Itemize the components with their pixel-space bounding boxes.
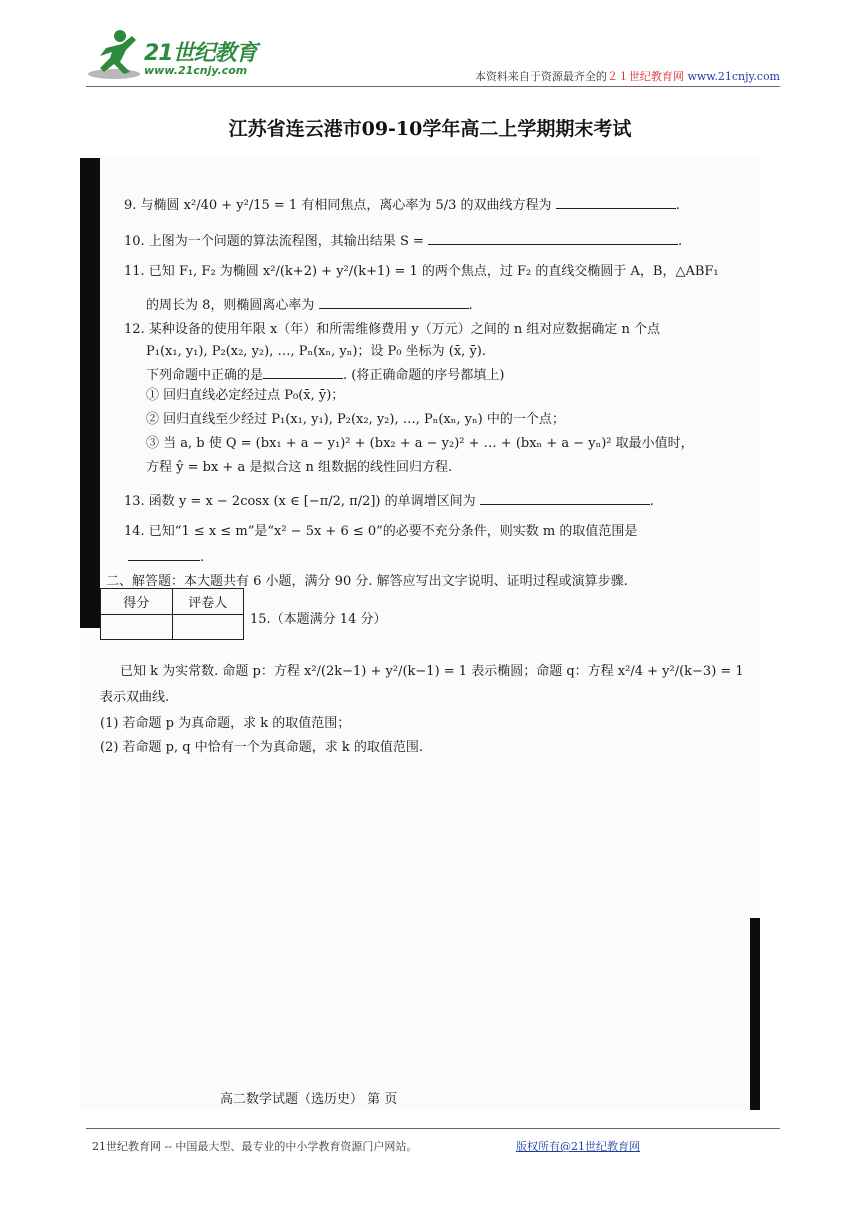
question-9: 9. 与椭圆 x²/40 + y²/15 = 1 有相同焦点，离心率为 5/3 的双曲线方程为 . [124, 194, 680, 216]
page-header [86, 26, 780, 86]
question-12-option-3: ③ 当 a, b 使 Q = (bx₁ + a − y₁)² + (bx₂ + a − y₂)² + … + (bxₙ + a − yₙ)² 取最小值时， [146, 436, 694, 451]
score-table [100, 588, 244, 640]
logo-text: 21世纪教育 [144, 41, 257, 66]
question-11: 11. 已知 F₁, F₂ 为椭圆 x²/(k+2) + y²/(k+1) = 1 的两个焦点，过 F₂ 的直线交椭圆于 A，B，△ABF₁ [124, 264, 719, 279]
scan-dark-edge-right [750, 918, 760, 1110]
footer-text: 21世纪教育网 -- 中国最大型、最专业的中小学教育资源门户网站。 [92, 1140, 418, 1153]
section-2-heading: 二、解答题：本大题共有 6 小题，满分 90 分. 解答应写出文字说明、证明过程或演算步骤. [106, 574, 628, 589]
question-11-line2: 的周长为 8，则椭圆离心率为 . [146, 294, 473, 316]
scan-dark-edge-left [80, 158, 100, 628]
question-15-part-1: (1) 若命题 p 为真命题，求 k 的取值范围； [100, 716, 351, 731]
question-14: 14. 已知“1 ≤ x ≤ m”是“x² − 5x + 6 ≤ 0”的必要不充分条件，则实数 m 的取值范围是 [124, 524, 638, 539]
page-title: 江苏省连云港市09-10学年高二上学期期末考试 [228, 118, 632, 140]
score-table-cell-score [101, 614, 173, 640]
header-brand: ２１世纪教育网 [606, 70, 684, 83]
footer-copyright-link[interactable]: 版权所有@21世纪教育网 [516, 1140, 640, 1153]
header-divider [86, 86, 780, 87]
page-footer-label: 高二数学试题（选历史） 第 页 [220, 1092, 398, 1107]
footer-divider [86, 1128, 780, 1129]
scanned-exam-page [80, 158, 760, 1110]
question-12: 12. 某种设备的使用年限 x（年）和所需维修费用 y（万元）之间的 n 组对应数据确定 n 个点 [124, 322, 661, 337]
question-12-points: P₁(x₁, y₁), P₂(x₂, y₂), …, Pₙ(xₙ, yₙ)；设 P₀ 坐标为 (x̄, ȳ). [146, 344, 486, 359]
question-15-heading: 15.（本题满分 14 分） [250, 612, 387, 627]
question-12-option-3-line2: 方程 ŷ = bx + a 是拟合这 n 组数据的线性回归方程. [146, 460, 453, 475]
question-12-option-1: ① 回归直线必定经过点 P₀(x̄, ȳ)； [146, 388, 345, 403]
score-table-header-score: 得分 [101, 589, 173, 615]
header-note [475, 68, 780, 84]
runner-logo-icon [86, 26, 146, 82]
logo-url: www.21cnjy.com [144, 64, 248, 77]
header-url-link[interactable]: www.21cnjy.com [687, 70, 780, 83]
header-note-text: 本资料来自于资源最齐全的 [474, 70, 607, 83]
question-15-part-2: (2) 若命题 p, q 中恰有一个为真命题，求 k 的取值范围. [100, 740, 423, 755]
question-10: 10. 上图为一个问题的算法流程图，其输出结果 S = . [124, 230, 682, 252]
question-13: 13. 函数 y = x − 2cosx (x ∈ [−π/2, π/2]) 的单调增区间为 . [124, 490, 654, 512]
question-12-prompt: 下列命题中正确的是 . (将正确命题的序号都填上) [146, 364, 504, 386]
question-15-body: 已知 k 为实常数. 命题 p：方程 x²/(2k−1) + y²/(k−1) = 1 表示椭圆；命题 q：方程 x²/4 + y²/(k−3) = 1 [120, 664, 744, 679]
score-table-header-grader: 评卷人 [172, 589, 244, 615]
question-12-option-2: ② 回归直线至少经过 P₁(x₁, y₁), P₂(x₂, y₂), …, Pₙ(xₙ, yₙ) 中的一个点； [146, 412, 565, 427]
logo [86, 26, 286, 82]
score-table-cell-grader [172, 614, 244, 640]
question-14-blank: . [128, 546, 204, 568]
question-15-body-line2: 表示双曲线. [100, 690, 170, 705]
